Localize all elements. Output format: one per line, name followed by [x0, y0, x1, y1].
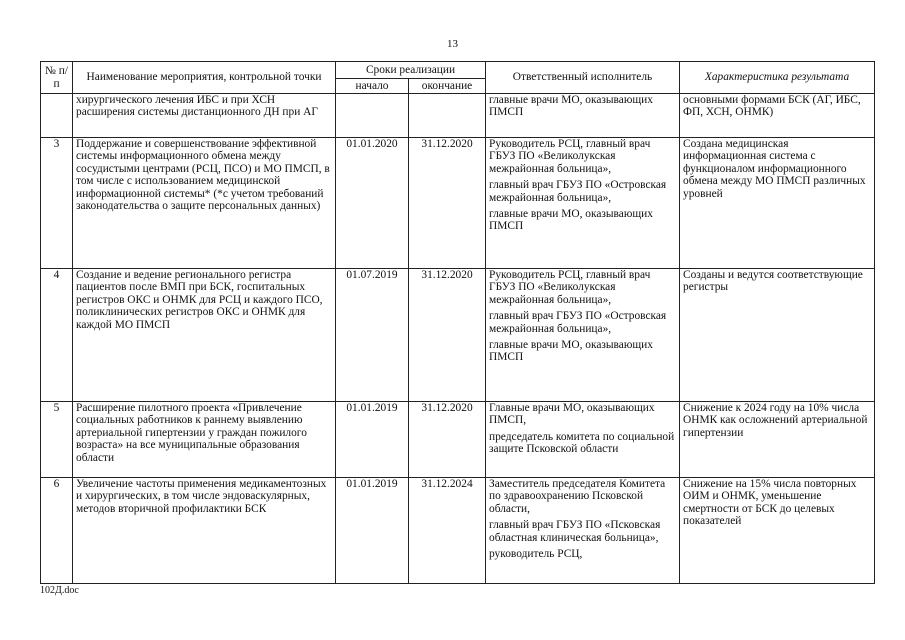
page-number: 13: [447, 38, 458, 50]
cell-result: основными формами БСК (АГ, ИБС, ФП, ХСН, ОНМК): [680, 94, 875, 138]
executor-item: главный врач ГБУЗ ПО «Островская межрайонная больница»,: [489, 179, 667, 204]
cell-result: Снижение к 2024 году на 10% числа ОНМК как осложнений артериальной гипертензии: [680, 402, 875, 478]
cell-end: 31.12.2020: [409, 402, 486, 478]
cell-name: хирургического лечения ИБС и при ХСН расширения системы дистанционного ДН при АГ: [73, 94, 336, 138]
cell-num: 3: [41, 138, 73, 269]
executor-item: главные врачи МО, оказывающих ПМСП: [489, 339, 653, 364]
cell-result: Создана медицинская информационная система с функционалом информационного обмена между МО ПМСП различных уровней: [680, 138, 875, 269]
executor-item: Руководитель РСЦ, главный врач ГБУЗ ПО «Великолукская межрайонная больница»,: [489, 138, 651, 175]
table-row: [41, 402, 875, 478]
table-row-continued: [41, 94, 875, 138]
executor-item: Заместитель председателя Комитета по здравоохранению Псковской области,: [489, 478, 666, 515]
cell-executor: [486, 478, 680, 584]
cell-start: 01.01.2020: [336, 138, 409, 269]
table-row: [41, 138, 875, 269]
measures-table: [40, 61, 875, 584]
header-name: Наименование мероприятия, контрольной точки: [73, 62, 336, 94]
file-name-footer: 102Д.doc: [40, 585, 79, 596]
cell-start: 01.01.2019: [336, 478, 409, 584]
executor-item: Главные врачи МО, оказывающих ПМСП,: [489, 402, 655, 427]
cell-executor: главные врачи МО, оказывающих ПМСП: [486, 94, 680, 138]
table-row: [41, 269, 875, 402]
cell-executor: [486, 138, 680, 269]
cell-end: 31.12.2024: [409, 478, 486, 584]
executor-item: главный врач ГБУЗ ПО «Псковская областная клиническая больница»,: [489, 519, 661, 544]
cell-num: 4: [41, 269, 73, 402]
cell-end: [409, 94, 486, 138]
header-num: № п/п: [41, 62, 73, 94]
cell-start: 01.07.2019: [336, 269, 409, 402]
header-executor: Ответственный исполнитель: [486, 62, 680, 94]
cell-start: 01.01.2019: [336, 402, 409, 478]
cell-start: [336, 94, 409, 138]
header-start: начало: [336, 79, 409, 94]
cell-executor: [486, 269, 680, 402]
cell-end: 31.12.2020: [409, 138, 486, 269]
executor-item: председатель комитета по социальной защите Псковской области: [489, 430, 675, 456]
table-row: [41, 478, 875, 584]
cell-name: Поддержание и совершенствование эффективной системы информационного обмена между сосудистыми центрами (РСЦ, ПСО) и МО ПМСП, в том числе с использованием медицинской информационной системы* (*с учетом требований законодательства о защите персональных данных): [73, 138, 336, 269]
cell-name: Увеличение частоты применения медикаментозных и хирургических, в том числе эндоваскулярных, методов вторичной профилактики БСК: [73, 478, 336, 584]
cell-end: 31.12.2020: [409, 269, 486, 402]
cell-name: Создание и ведение регионального регистра пациентов после ВМП при БСК, госпитальных регистров ОКС и ОНМК для РСЦ и каждого ПСО, поликлинических регистров ОКС и ОНМК для каждой МО ПМСП: [73, 269, 336, 402]
executor-item: главные врачи МО, оказывающих ПМСП: [489, 208, 653, 233]
cell-num: 5: [41, 402, 73, 478]
executor-item: руководитель РСЦ,: [489, 548, 583, 561]
cell-result: Созданы и ведутся соответствующие регистры: [680, 269, 875, 402]
executor-item: главный врач ГБУЗ ПО «Островская межрайонная больница»,: [489, 310, 667, 335]
executor-item: Руководитель РСЦ, главный врач ГБУЗ ПО «Великолукская межрайонная больница»,: [489, 269, 651, 306]
header-result: Характеристика результата: [680, 62, 875, 94]
header-end: окончание: [409, 79, 486, 94]
cell-result: Снижение на 15% числа повторных ОИМ и ОНМК, уменьшение смертности от БСК до целевых показателей: [680, 478, 875, 584]
cell-num: 6: [41, 478, 73, 584]
cell-executor: [486, 402, 680, 478]
cell-num: [41, 94, 73, 138]
cell-name: Расширение пилотного проекта «Привлечение социальных работников к раннему выявлению артериальной гипертензии у граждан пожилого возраста» на все муниципальные образования области: [73, 402, 336, 478]
header-terms: Сроки реализации: [336, 62, 486, 79]
